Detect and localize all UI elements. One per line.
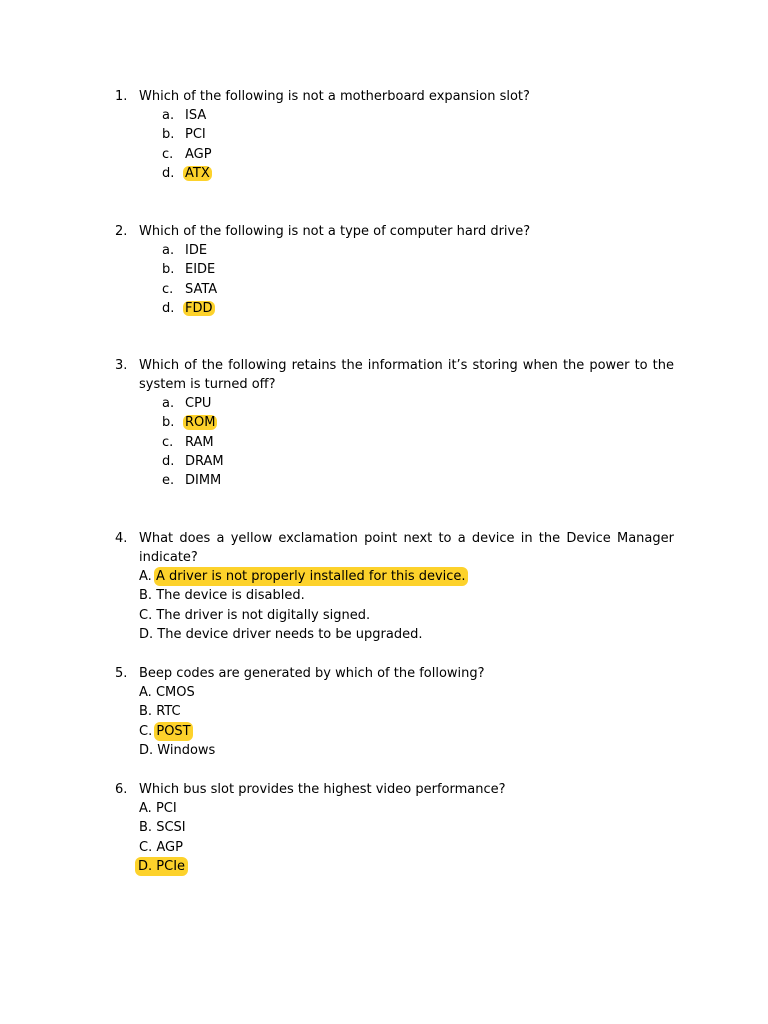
answer-option: [115, 818, 674, 837]
answer-option: [115, 799, 674, 818]
option-letter: b.: [162, 415, 175, 431]
answer-option: [115, 741, 674, 760]
option-text: IDE: [185, 243, 208, 258]
highlighted-answer: FDD: [185, 300, 213, 316]
option-text: AGP: [185, 146, 212, 162]
option-text: The device is disabled.: [156, 588, 305, 604]
option-text: CMOS: [155, 685, 195, 700]
highlighted-answer: POST: [154, 722, 192, 741]
highlighted-answer: A driver is not properly installed for this device.: [154, 567, 468, 586]
option-letter: d.: [162, 300, 175, 316]
question-1: [115, 87, 674, 183]
answer-option: [115, 280, 674, 299]
answer-option-correct: [115, 722, 674, 741]
option-text: SCSI: [156, 820, 186, 836]
answer-option: [115, 683, 674, 702]
option-text: EIDE: [185, 262, 216, 278]
option-text: The driver is not digitally signed.: [156, 607, 371, 623]
option-letter: a.: [162, 108, 175, 123]
option-letter: c.: [162, 146, 174, 162]
option-letter: d.: [162, 453, 175, 469]
question-4: [115, 529, 674, 644]
question-3: [115, 356, 674, 490]
answer-option: [115, 106, 674, 125]
answer-option: [115, 625, 674, 644]
option-text: DRAM: [185, 453, 224, 469]
option-letter: A.: [139, 801, 152, 816]
option-letter: a.: [162, 243, 175, 258]
answer-option: [115, 586, 674, 605]
answer-option: [115, 433, 674, 452]
question-number: 4.: [115, 531, 128, 546]
option-text: PCI: [155, 801, 177, 816]
question-2: [115, 222, 674, 318]
option-letter: c.: [162, 281, 174, 297]
answer-option: [115, 394, 674, 413]
answer-option-correct: [115, 164, 674, 183]
option-letter: C.: [139, 723, 153, 739]
option-text: SATA: [185, 281, 218, 297]
option-letter: A.: [139, 685, 152, 700]
question-number: 5.: [115, 666, 128, 681]
option-text: CPU: [185, 396, 212, 411]
answer-option-correct: [115, 299, 674, 318]
option-letter: D.: [139, 626, 154, 642]
question-number: 3.: [115, 358, 128, 373]
option-letter: B.: [139, 588, 153, 604]
option-letter: D.: [138, 858, 153, 874]
question-number: 2.: [115, 224, 128, 239]
answer-option: [115, 702, 674, 721]
answer-option: [115, 125, 674, 144]
question-number: 6.: [115, 782, 128, 797]
option-text: PCIe: [156, 858, 186, 874]
answer-option: [115, 838, 674, 857]
option-letter: b.: [162, 262, 175, 278]
question-6: [115, 780, 674, 876]
highlighted-answer: ROM: [185, 415, 216, 431]
option-letter: c.: [162, 434, 174, 450]
answer-option: [115, 145, 674, 164]
option-letter: B.: [139, 704, 153, 720]
question-text: Beep codes are generated by which of the following?: [139, 666, 485, 681]
highlighted-answer: ATX: [185, 165, 210, 181]
answer-option: [115, 471, 674, 490]
question-text: Which of the following retains the information it’s storing when the power to the system is turned off?: [139, 358, 674, 392]
highlighted-answer: [135, 857, 188, 876]
option-letter: a.: [162, 396, 175, 411]
option-text: AGP: [156, 839, 183, 855]
option-letter: d.: [162, 165, 175, 181]
option-letter: C.: [139, 607, 153, 623]
option-text: RAM: [185, 434, 214, 450]
question-text: Which of the following is not a motherboard expansion slot?: [139, 89, 530, 104]
answer-option: [115, 606, 674, 625]
option-text: RTC: [156, 704, 181, 720]
option-text: DIMM: [185, 473, 222, 489]
answer-option-correct: [115, 413, 674, 432]
answer-option-correct: [115, 567, 674, 586]
option-text: Windows: [157, 742, 216, 758]
question-text: Which bus slot provides the highest video performance?: [139, 782, 506, 797]
question-5: [115, 664, 674, 760]
answer-option: [115, 452, 674, 471]
option-letter: A.: [139, 569, 152, 584]
question-number: 1.: [115, 89, 128, 104]
option-letter: b.: [162, 127, 175, 143]
answer-option-correct: [115, 857, 674, 876]
option-letter: e.: [162, 473, 175, 489]
option-letter: B.: [139, 820, 153, 836]
answer-option: [115, 260, 674, 279]
option-text: The device driver needs to be upgraded.: [157, 626, 423, 642]
question-text: Which of the following is not a type of computer hard drive?: [139, 224, 531, 239]
answer-option: [115, 241, 674, 260]
question-text: What does a yellow exclamation point next to a device in the Device Manager indicate?: [139, 531, 674, 565]
option-letter: D.: [139, 742, 154, 758]
option-text: ISA: [185, 108, 207, 123]
option-letter: C.: [139, 839, 153, 855]
option-text: PCI: [185, 127, 206, 143]
